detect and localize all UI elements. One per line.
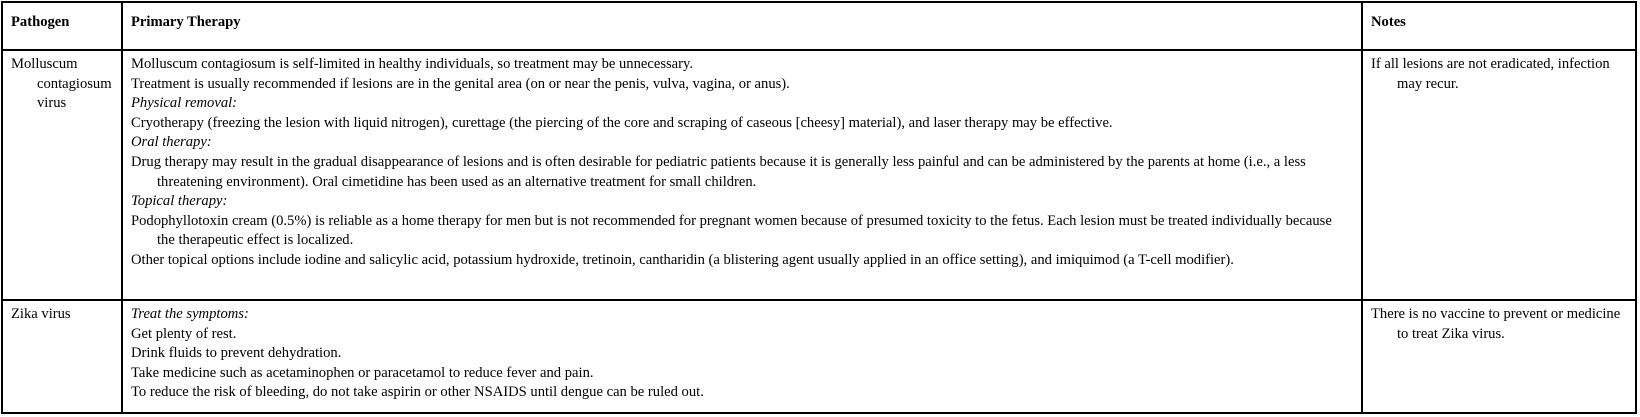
therapy-subheading: Physical removal: (131, 95, 238, 112)
therapy-line: Treatment is usually recommended if lesions are in the genital area (on or near the penis, vulva, vagina, or anus). (131, 75, 790, 92)
therapy-line: Drink fluids to prevent dehydration. (131, 345, 342, 362)
notes-cell (1362, 300, 1636, 413)
therapy-subheading: Oral therapy: (131, 134, 212, 151)
header-row (2, 2, 1636, 50)
therapy-line: To reduce the risk of bleeding, do not take aspirin or other NSAIDS until dengue can be ruled out. (131, 384, 704, 401)
table-row (2, 50, 1636, 300)
therapy-line: Take medicine such as acetaminophen or paracetamol to reduce fever and pain. (131, 364, 594, 381)
therapy-subheading: Topical therapy: (131, 193, 228, 210)
therapy-table (1, 1, 1637, 414)
pathogen-cell (2, 50, 122, 300)
notes-text: There is no vaccine to prevent or medicine to treat Zika virus. (1371, 306, 1621, 342)
therapy-line: Molluscum contagiosum is self-limited in healthy individuals, so treatment may be unnecessary. (131, 56, 694, 72)
therapy-line: Cryotherapy (freezing the lesion with liquid nitrogen), curettage (the piercing of the core and scraping of caseous [cheesy] material), and laser therapy may be effective. (131, 114, 1113, 131)
pathogen-name: Molluscum contagiosum virus (11, 56, 112, 112)
header-primary-therapy: Primary Therapy (122, 2, 1362, 50)
therapy-subheading: Treat the symptoms: (131, 306, 249, 322)
therapy-cell (122, 50, 1362, 300)
therapy-line: Podophyllotoxin cream (0.5%) is reliable as a home therapy for men but is not recommended for pregnant women because of presumed toxicity to the fetus. Each lesion must be treated individually because the therapeutic effect is localized. (131, 212, 1332, 249)
therapy-line: Drug therapy may result in the gradual disappearance of lesions and is often desirable for pediatric patients because it is generally less painful and can be administered by the parents at home (i.e., a less threatening environment). Oral cimetidine has been used as an alternative treatment for small children. (131, 153, 1306, 190)
notes-cell (1362, 50, 1636, 300)
therapy-cell (122, 300, 1362, 413)
therapy-line: Other topical options include iodine and salicylic acid, potassium hydroxide, tretinoin, cantharidin (a blistering agent usually applied in an office setting), and imiquimod (a T-cell modifier). (131, 251, 1234, 268)
pathogen-cell (2, 300, 122, 413)
pathogen-name: Zika virus (11, 306, 71, 322)
notes-text: If all lesions are not eradicated, infection may recur. (1371, 56, 1610, 92)
header-notes: Notes (1362, 2, 1636, 50)
table-row (2, 300, 1636, 413)
header-pathogen: Pathogen (2, 2, 122, 50)
therapy-line: Get plenty of rest. (131, 325, 237, 342)
